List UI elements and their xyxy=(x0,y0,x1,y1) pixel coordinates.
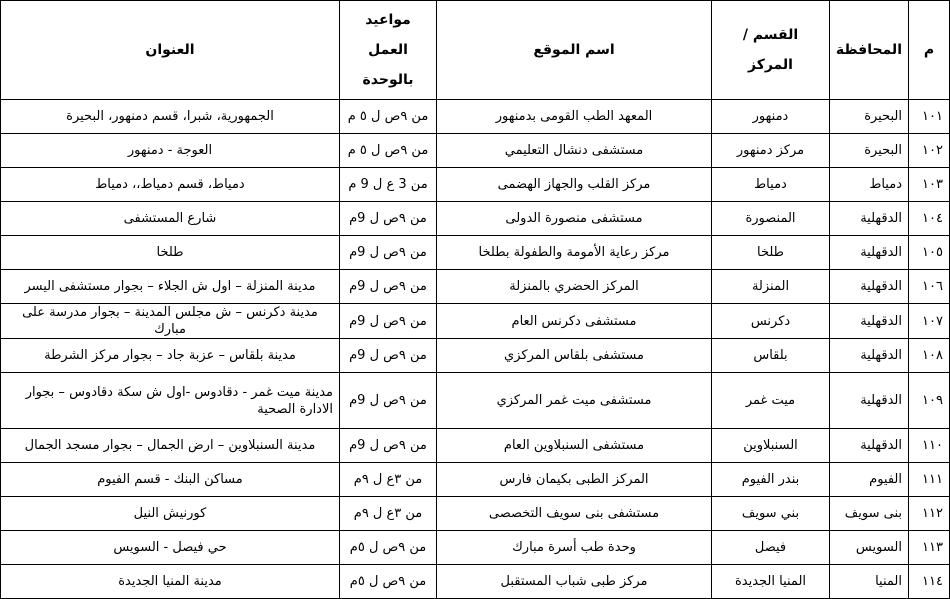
table-row xyxy=(1,202,950,236)
cell-governorate: الدقهلية xyxy=(830,373,909,429)
cell-governorate: البحيرة xyxy=(830,134,909,168)
cell-site: مستشفى منصورة الدولى xyxy=(437,202,712,236)
cell-governorate: الدقهلية xyxy=(830,304,909,339)
table-body xyxy=(1,100,950,599)
cell-district: بلقاس xyxy=(712,339,830,373)
table-row xyxy=(1,531,950,565)
cell-address: مساكن البنك - قسم الفيوم xyxy=(1,463,340,497)
table-row xyxy=(1,134,950,168)
cell-hours: من ٩ص ل 9م xyxy=(340,270,437,304)
cell-hours: من ٩ص ل 9م xyxy=(340,339,437,373)
cell-site: وحدة طب أسرة مبارك xyxy=(437,531,712,565)
table-row xyxy=(1,339,950,373)
cell-governorate: دمياط xyxy=(830,168,909,202)
cell-address: طلخا xyxy=(1,236,340,270)
cell-district: فيصل xyxy=(712,531,830,565)
cell-district: المنزلة xyxy=(712,270,830,304)
cell-address: مدينة المنزلة – اول ش الجلاء – بجوار مستشفى اليسر xyxy=(1,270,340,304)
cell-district: بني سويف xyxy=(712,497,830,531)
header-district: القسم / المركز xyxy=(712,1,830,100)
cell-district: المنيا الجديدة xyxy=(712,565,830,599)
cell-hours: من ٩ص ل ٥ م xyxy=(340,134,437,168)
cell-num: ١٠٦ xyxy=(909,270,950,304)
cell-governorate: السويس xyxy=(830,531,909,565)
cell-address: كورنيش النيل xyxy=(1,497,340,531)
cell-num: ١١٣ xyxy=(909,531,950,565)
cell-num: ١١٢ xyxy=(909,497,950,531)
cell-governorate: الدقهلية xyxy=(830,236,909,270)
table-row xyxy=(1,565,950,599)
cell-address: العوجة - دمنهور xyxy=(1,134,340,168)
cell-address: مدينة السنبلاوين – ارض الجمال – بجوار مسجد الجمال xyxy=(1,429,340,463)
table-row xyxy=(1,429,950,463)
cell-hours: من ٩ص ل 9م xyxy=(340,429,437,463)
cell-num: ١١٠ xyxy=(909,429,950,463)
cell-hours: من ٩ص ل ٥م xyxy=(340,531,437,565)
cell-district: دكرنس xyxy=(712,304,830,339)
cell-site: مستشفى بنى سويف التخصصى xyxy=(437,497,712,531)
cell-site: المركز الطبى بكيمان فارس xyxy=(437,463,712,497)
table-row xyxy=(1,236,950,270)
cell-site: مستشفى دنشال التعليمي xyxy=(437,134,712,168)
table-row xyxy=(1,497,950,531)
header-address: العنوان xyxy=(1,1,340,100)
cell-hours: من ٣ع ل ٩م xyxy=(340,463,437,497)
cell-hours: من ٩ص ل 9م xyxy=(340,373,437,429)
cell-hours: من 3 ع ل 9 م xyxy=(340,168,437,202)
header-num: م xyxy=(909,1,950,100)
cell-hours: من ٩ص ل ٥م xyxy=(340,565,437,599)
cell-num: ١٠٤ xyxy=(909,202,950,236)
table-row xyxy=(1,373,950,429)
cell-governorate: الفيوم xyxy=(830,463,909,497)
cell-site: مركز القلب والجهاز الهضمى xyxy=(437,168,712,202)
cell-num: ١٠٢ xyxy=(909,134,950,168)
cell-hours: من ٣ع ل ٩م xyxy=(340,497,437,531)
cell-address: مدينة بلقاس – عزبة جاد – بجوار مركز الشرطة xyxy=(1,339,340,373)
cell-num: ١٠٨ xyxy=(909,339,950,373)
cell-district: المنصورة xyxy=(712,202,830,236)
cell-address: مدينة دكرنس – ش مجلس المدينة – بجوار مدرسة على مبارك xyxy=(1,304,340,339)
cell-num: ١٠٣ xyxy=(909,168,950,202)
header-row xyxy=(1,1,950,100)
cell-district: بندر الفيوم xyxy=(712,463,830,497)
cell-governorate: الدقهلية xyxy=(830,202,909,236)
cell-address: دمياط، قسم دمياط،، دمياط xyxy=(1,168,340,202)
cell-district: طلخا xyxy=(712,236,830,270)
table-row xyxy=(1,270,950,304)
table-header xyxy=(1,1,950,100)
cell-district: دمنهور xyxy=(712,100,830,134)
cell-site: مستشفى ميت غمر المركزي xyxy=(437,373,712,429)
cell-hours: من ٩ص ل 9م xyxy=(340,236,437,270)
cell-address: شارع المستشفى xyxy=(1,202,340,236)
cell-num: ١١١ xyxy=(909,463,950,497)
header-site: اسم الموقع xyxy=(437,1,712,100)
cell-num: ١٠١ xyxy=(909,100,950,134)
table-row xyxy=(1,168,950,202)
table-row xyxy=(1,463,950,497)
cell-district: دمياط xyxy=(712,168,830,202)
cell-governorate: البحيرة xyxy=(830,100,909,134)
cell-num: ١٠٥ xyxy=(909,236,950,270)
cell-address: الجمهورية، شبرا، قسم دمنهور، البحيرة xyxy=(1,100,340,134)
table-row xyxy=(1,100,950,134)
cell-governorate: الدقهلية xyxy=(830,339,909,373)
cell-num: ١٠٩ xyxy=(909,373,950,429)
cell-governorate: الدقهلية xyxy=(830,429,909,463)
cell-district: مركز دمنهور xyxy=(712,134,830,168)
cell-address: مدينة ميت غمر - دقادوس -اول ش سكة دقادوس – بجوار الادارة الصحية xyxy=(1,373,340,429)
cell-governorate: المنيا xyxy=(830,565,909,599)
cell-address: مدينة المنيا الجديدة xyxy=(1,565,340,599)
cell-site: المعهد الطب القومى بدمنهور xyxy=(437,100,712,134)
cell-num: ١٠٧ xyxy=(909,304,950,339)
cell-district: ميت غمر xyxy=(712,373,830,429)
cell-site: مركز رعاية الأمومة والطفولة بطلخا xyxy=(437,236,712,270)
cell-governorate: الدقهلية xyxy=(830,270,909,304)
table-row xyxy=(1,304,950,339)
cell-site: مستشفى دكرنس العام xyxy=(437,304,712,339)
cell-address: حي فيصل - السويس xyxy=(1,531,340,565)
cell-site: مستشفى بلقاس المركزي xyxy=(437,339,712,373)
cell-hours: من ٩ص ل 9م xyxy=(340,202,437,236)
cell-hours: من ٩ص ل ٥ م xyxy=(340,100,437,134)
cell-num: ١١٤ xyxy=(909,565,950,599)
header-governorate: المحافظة xyxy=(830,1,909,100)
cell-site: المركز الحضري بالمنزلة xyxy=(437,270,712,304)
cell-district: السنبلاوين xyxy=(712,429,830,463)
header-hours: مواعيد العمل بالوحدة xyxy=(340,1,437,100)
cell-hours: من ٩ص ل 9م xyxy=(340,304,437,339)
cell-site: مركز طبى شباب المستقبل xyxy=(437,565,712,599)
cell-governorate: بنى سويف xyxy=(830,497,909,531)
cell-site: مستشفى السنبلاوين العام xyxy=(437,429,712,463)
